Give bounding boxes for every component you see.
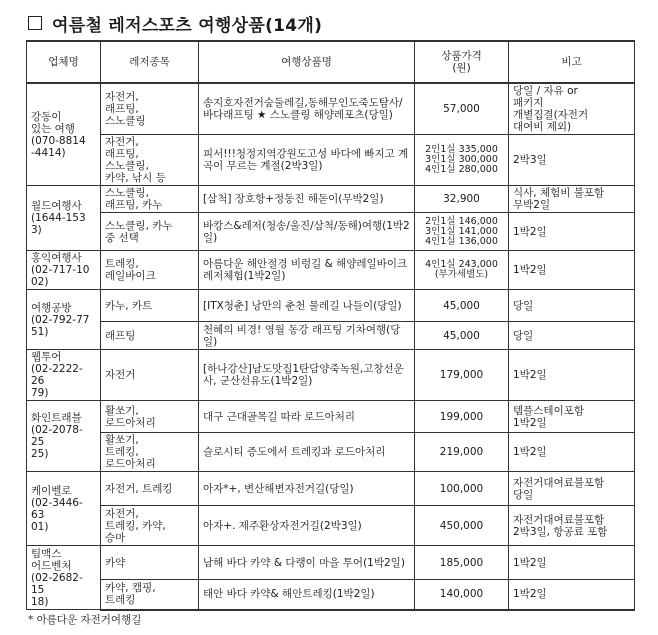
note-cell: 1박2일 [509, 251, 635, 290]
product-cell: [ITX청춘] 낭만의 춘천 물레길 나들이(당일) [199, 290, 415, 322]
product-cell: 남해 바다 카약 & 다랭이 마을 투어(1박2일) [199, 546, 415, 580]
header-type: 레저종목 [101, 41, 199, 83]
table-row [27, 251, 635, 290]
table-row [27, 580, 635, 610]
price-cell: 45,000 [415, 322, 509, 350]
price-cell: 199,000 [415, 401, 509, 433]
company-cell: 화인트래블 (02-2078-25 25) [27, 401, 101, 472]
company-cell: 케이벨로 (02-3446-63 01) [27, 472, 101, 546]
product-cell: 아름다운 해안절경 비렁길 & 해양레일바이크 레저체험(1박2일) [199, 251, 415, 290]
company-cell: 월드여행사 (1644-153 3) [27, 186, 101, 251]
product-cell: 아자*+, 변산해변자전거길(당일) [199, 472, 415, 506]
product-cell: 태안 바다 카약& 해안트레킹(1박2일) [199, 580, 415, 610]
table-row [27, 506, 635, 546]
note-cell: 당일 [509, 290, 635, 322]
header-product: 여행상품명 [199, 41, 415, 83]
type-cell: 자전거, 래프팅, 스노클링, 카약, 낚시 등 [101, 135, 199, 186]
price-cell: 140,000 [415, 580, 509, 610]
note-cell: 식사, 체험비 불포함 무박2일 [509, 186, 635, 213]
price-cell: 57,000 [415, 83, 509, 135]
type-cell: 트레킹, 레일바이크 [101, 251, 199, 290]
note-cell: 1박2일 [509, 546, 635, 580]
price-cell: 450,000 [415, 506, 509, 546]
product-cell: 피서!!!청정지역강원도고성 바다에 빠지고 계곡이 무르는 계절(2박3일) [199, 135, 415, 186]
note-cell: 자전거대여료불포함 당일 [509, 472, 635, 506]
price-cell: 219,000 [415, 433, 509, 472]
note-cell: 1박2일 [509, 580, 635, 610]
company-cell: 강동이 있는 여행 (070-8814 -4414) [27, 83, 101, 186]
header-company: 업체명 [27, 41, 101, 83]
company-cell: 홍익여행사 (02-717-10 02) [27, 251, 101, 290]
note-cell: 자전거대여료불포함 2박3일, 항공료 포함 [509, 506, 635, 546]
product-cell: 송지호자전거숲둘레길,동해무인도죽도탐사/바다래프팅 ★ 스노클링 해양레포츠(당일) [199, 83, 415, 135]
note-cell: 1박2일 [509, 213, 635, 251]
product-cell: [삼척] 장호항+정동진 해돋이(무박2일) [199, 186, 415, 213]
type-cell: 스노클링, 래프팅, 카누 [101, 186, 199, 213]
type-cell: 활쏘기, 트레킹, 로드아처리 [101, 433, 199, 472]
table-row [27, 433, 635, 472]
header-note: 비고 [509, 41, 635, 83]
product-cell: 슬로시티 증도에서 트레킹과 로드아처리 [199, 433, 415, 472]
product-cell: 바캉스&레저(청송/울진/삼척/동해)여행(1박2일) [199, 213, 415, 251]
header-price: 상품가격 (원) [415, 41, 509, 83]
type-cell: 자전거 [101, 350, 199, 401]
product-cell: 천혜의 비경! 영월 동강 래프팅 기차여행(당일) [199, 322, 415, 350]
type-cell: 자전거, 래프팅, 스노클링 [101, 83, 199, 135]
table-row [27, 290, 635, 322]
table-row [27, 83, 635, 135]
table-row [27, 350, 635, 401]
table-row [27, 186, 635, 213]
note-cell: 1박2일 [509, 433, 635, 472]
note-cell: 템플스테이포함 1박2일 [509, 401, 635, 433]
price-cell: 32,900 [415, 186, 509, 213]
page-title: 여름철 레저스포츠 여행상품(14개) [52, 15, 323, 36]
type-cell: 자전거, 트레킹 [101, 472, 199, 506]
price-cell: 45,000 [415, 290, 509, 322]
company-cell: 웹투어 (02-2222-26 79) [27, 350, 101, 401]
note-cell: 2박3일 [509, 135, 635, 186]
price-cell: 4인1실 243,000 (부가세별도) [415, 251, 509, 290]
header-row [27, 41, 635, 83]
price-cell: 100,000 [415, 472, 509, 506]
note-cell: 당일 / 자유 or 패키지 개별집결(자전거 대여비 제외) [509, 83, 635, 135]
footnote: * 아름다운 자전거여행길 [28, 614, 142, 626]
type-cell: 활쏘기, 로드아처리 [101, 401, 199, 433]
product-cell: 아자+. 제주환상자전거길(2박3일) [199, 506, 415, 546]
product-cell: 대구 근대골목길 따라 로드아처리 [199, 401, 415, 433]
type-cell: 자전거, 트레킹, 카약, 승마 [101, 506, 199, 546]
table-row [27, 322, 635, 350]
table-row [27, 213, 635, 251]
product-cell: [하나강산]남도맛집1탄담양죽녹원,고창선운사, 군산선유도(1박2일) [199, 350, 415, 401]
products-table [26, 40, 635, 611]
type-cell: 카약 [101, 546, 199, 580]
checkbox-icon [28, 16, 42, 30]
type-cell: 카약, 캠핑, 트레킹 [101, 580, 199, 610]
price-cell: 185,000 [415, 546, 509, 580]
note-cell: 당일 [509, 322, 635, 350]
table-row [27, 135, 635, 186]
table-row [27, 401, 635, 433]
company-cell: 여행공방 (02-792-77 51) [27, 290, 101, 350]
type-cell: 스노클링, 카누 중 선택 [101, 213, 199, 251]
price-cell: 2인1실 335,000 3인1실 300,000 4인1실 280,000 [415, 135, 509, 186]
price-cell: 179,000 [415, 350, 509, 401]
type-cell: 카누, 카트 [101, 290, 199, 322]
company-cell: 팀맥스 어드벤처 (02-2682-15 18) [27, 546, 101, 610]
note-cell: 1박2일 [509, 350, 635, 401]
table-row [27, 546, 635, 580]
title-row [28, 8, 322, 38]
type-cell: 래프팅 [101, 322, 199, 350]
table-row [27, 472, 635, 506]
price-cell: 2인1실 146,000 3인1실 141,000 4인1실 136,000 [415, 213, 509, 251]
